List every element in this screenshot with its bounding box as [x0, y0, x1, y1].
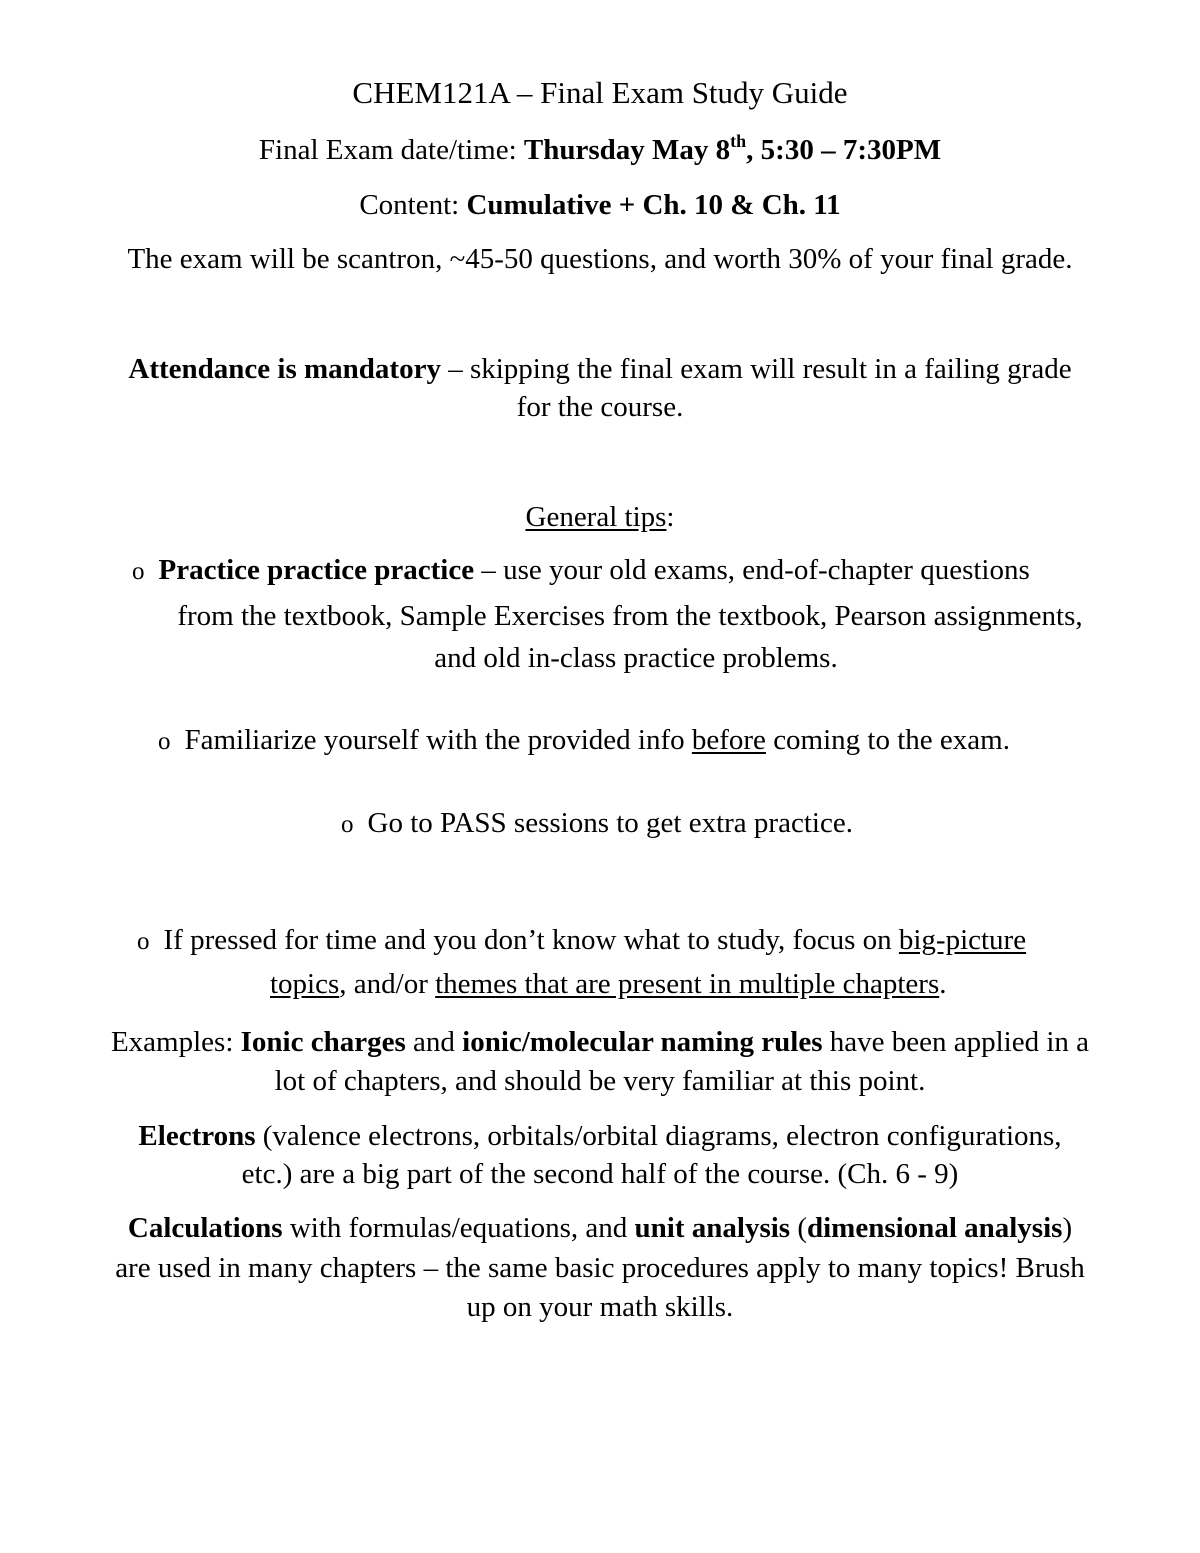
attendance-line-1: Attendance is mandatory – skipping the final exam will result in a failing grade	[128, 353, 1072, 385]
electrons-line-2: etc.) are a big part of the second half of the course. (Ch. 6 - 9)	[241, 1158, 959, 1190]
bullet-icon: o	[137, 928, 150, 955]
tip-pressed-line-2: topics, and/or themes that are present in multiple chapters.	[270, 968, 947, 1000]
tip-practice-line-2: from the textbook, Sample Exercises from the textbook, Pearson assignments,	[177, 600, 1083, 632]
exam-format-line: The exam will be scantron, ~45-50 questions, and worth 30% of your final grade.	[127, 243, 1073, 275]
exam-date-label: Final Exam date/time:	[258, 134, 524, 166]
attendance-bold: Attendance is mandatory	[128, 353, 441, 385]
tip-pressed-underline-1b: topics	[270, 968, 340, 1000]
tip-pressed-underline-1: big-picture	[898, 924, 1027, 956]
bullet-icon: o	[132, 558, 145, 585]
tip-pressed-underline-2: themes that are present in multiple chapters	[435, 968, 940, 1000]
tip-practice-line-1: o Practice practice practice – use your old exams, end-of-chapter questions	[132, 554, 1030, 586]
bullet-icon: o	[341, 811, 354, 838]
examples-line-2: lot of chapters, and should be very familiar at this point.	[274, 1065, 926, 1097]
tip-familiarize: o Familiarize yourself with the provided info before coming to the exam.	[158, 724, 1010, 756]
content-line	[0, 191, 1200, 220]
bullet-icon: o	[158, 728, 171, 755]
examples-line-1: Examples: Ionic charges and ionic/molecular naming rules have been applied in a	[110, 1026, 1090, 1058]
electrons-line-1: Electrons (valence electrons, orbitals/orbital diagrams, electron configurations,	[138, 1120, 1062, 1152]
tip-practice-bold: Practice practice practice	[158, 554, 475, 586]
exam-date-time: , 5:30 – 7:30PM	[746, 134, 942, 166]
tip-practice-line-3: and old in-class practice problems.	[434, 642, 838, 674]
calculations-line-3: up on your math skills.	[466, 1291, 734, 1323]
calculations-line-2: are used in many chapters – the same basic procedures apply to many topics! Brush	[115, 1252, 1085, 1284]
tip-pass: o Go to PASS sessions to get extra practice.	[341, 807, 853, 839]
exam-date-line	[0, 131, 1200, 166]
calculations-line-1: Calculations with formulas/equations, and unit analysis (dimensional analysis)	[127, 1212, 1073, 1244]
attendance-line-2: for the course.	[516, 391, 684, 423]
tips-heading: General tips:	[525, 501, 675, 533]
exam-date-ordinal: th	[730, 131, 747, 151]
exam-date-day: Thursday May 8	[523, 134, 731, 166]
content-value: Cumulative + Ch. 10 & Ch. 11	[466, 189, 841, 221]
page-title: CHEM121A – Final Exam Study Guide	[352, 75, 848, 110]
tip-familiarize-underline: before	[691, 724, 766, 756]
tip-pressed-line-1: o If pressed for time and you don’t know what to study, focus on big-picture	[137, 924, 1027, 956]
content-label: Content:	[359, 189, 467, 221]
